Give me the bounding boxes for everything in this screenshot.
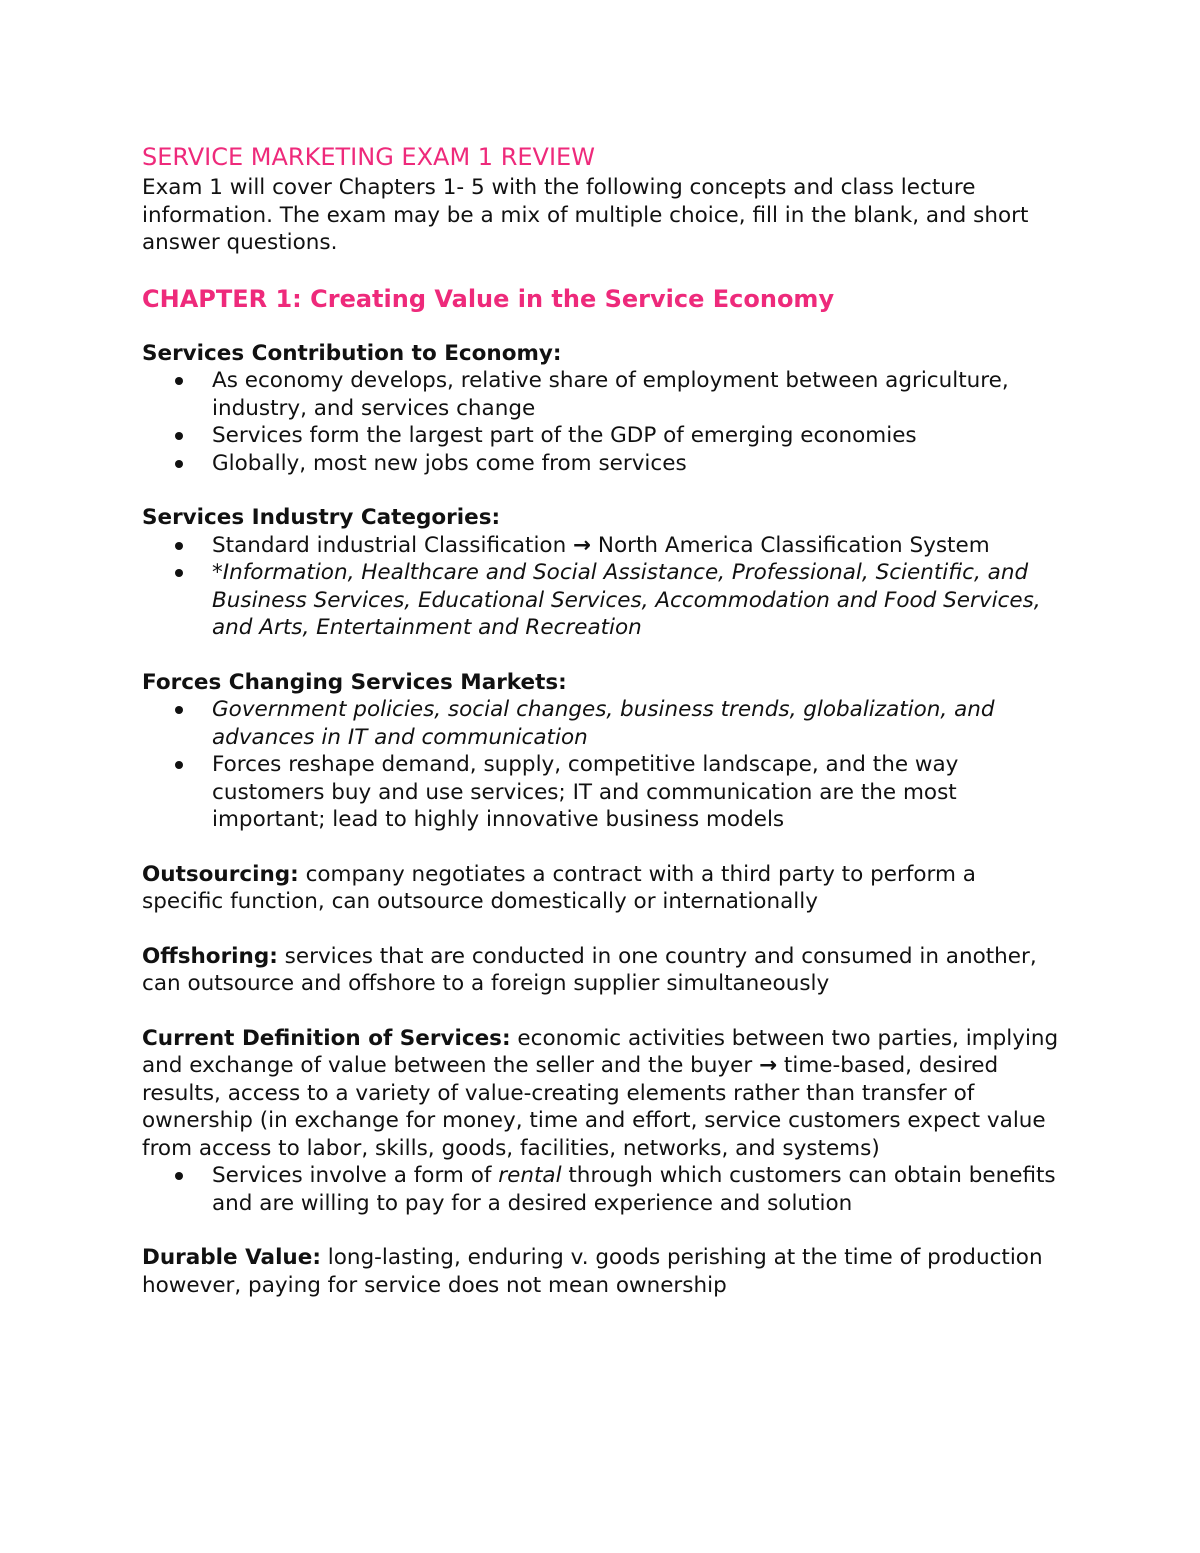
definition-paragraph: [142, 1244, 1062, 1299]
section-heading: Forces Changing Services Markets:: [142, 669, 567, 695]
list-item-text: Standard industrial Classification: [212, 532, 574, 558]
list-item-text: Services involve a form of: [212, 1163, 499, 1188]
list-item: [142, 559, 1062, 642]
intro-paragraph: Exam 1 will cover Chapters 1- 5 with the following concepts and class lecture information. The exam may be a mix of multiple choice, fill in the blank, and short answer questions.: [142, 175, 1029, 255]
document-page: [142, 140, 1062, 1299]
list-item: [142, 1162, 1062, 1217]
bullet-icon: [175, 569, 183, 577]
list-item-text: Government policies, social changes, business trends, globalization, and advances in IT and communication: [212, 697, 995, 750]
list-item: [142, 450, 1062, 478]
definition-paragraph: [142, 1025, 1062, 1163]
bullet-list: [142, 532, 1062, 642]
list-item-text: Services form the largest part of the GDP of emerging economies: [212, 423, 917, 448]
list-item-text: through which customers can obtain benefits and are willing to pay for a desired experience and solution: [212, 1163, 1056, 1216]
term-label: Current Definition of Services:: [142, 1025, 511, 1051]
bullet-list: [142, 367, 1062, 477]
section-forces-changing: [142, 669, 1062, 834]
section-outsourcing: [142, 861, 1062, 916]
section-durable-value: [142, 1244, 1062, 1299]
definition-paragraph: [142, 943, 1062, 998]
bullet-icon: [175, 706, 183, 714]
bullet-icon: [175, 432, 183, 440]
list-item-text: *Information, Healthcare and Social Assistance, Professional, Scientific, and Business Services, Educational Services, Accommodation and Food Services, and Arts, Entertainment and Recreation: [212, 560, 1041, 640]
definition-text: economic activities between two parties, implying and exchange of value between the seller and the buyer: [142, 1025, 1059, 1078]
definition-text: services that are conducted in one country and consumed in another, can outsource and offshore to a foreign supplier simultaneously: [142, 943, 1037, 996]
bullet-icon: [175, 1172, 183, 1180]
definition-text: long-lasting, enduring v. goods perishing at the time of production however, paying for service does not mean ownership: [142, 1245, 1043, 1298]
bullet-icon: [175, 761, 183, 769]
document-title: SERVICE MARKETING EXAM 1 REVIEW: [142, 143, 595, 171]
list-item-text: Globally, most new jobs come from services: [212, 450, 687, 476]
bullet-list: [142, 696, 1062, 834]
bullet-icon: [175, 542, 183, 550]
list-item: [142, 696, 1062, 751]
bullet-list: [142, 1162, 1062, 1217]
chapter-title: CHAPTER 1: Creating Value in the Service Economy: [142, 284, 835, 313]
list-item: [142, 367, 1062, 422]
section-industry-categories: [142, 504, 1062, 642]
arrow-right-icon: →: [759, 1053, 778, 1078]
section-heading: Services Industry Categories:: [142, 505, 501, 530]
term-label: Outsourcing:: [142, 861, 299, 887]
list-item-text: As economy develops, relative share of employment between agriculture, industry, and services change: [212, 368, 1009, 421]
list-item: [142, 422, 1062, 450]
section-heading: Services Contribution to Economy:: [142, 340, 562, 366]
definition-paragraph: [142, 861, 1062, 916]
bullet-icon: [175, 377, 183, 385]
bullet-icon: [175, 460, 183, 468]
definition-text: time-based, desired results, access to a variety of value-creating elements rather than transfer of ownership (in exchange for money, time and effort, service customers expect value from access to labor, skills, goods, facilities, networks, and systems): [142, 1053, 1046, 1161]
term-label: Offshoring:: [142, 943, 278, 969]
list-item: [142, 532, 1062, 560]
list-item-text: Forces reshape demand, supply, competitive landscape, and the way customers buy and use services; IT and communication are the most important; lead to highly innovative business models: [212, 752, 959, 832]
section-services-contribution: [142, 340, 1062, 478]
term-label: Durable Value:: [142, 1245, 321, 1270]
section-current-definition: [142, 1025, 1062, 1218]
list-item: [142, 751, 1062, 834]
section-offshoring: [142, 943, 1062, 998]
list-item-text: North America Classification System: [591, 532, 990, 558]
arrow-right-icon: →: [573, 532, 592, 558]
definition-text: company negotiates a contract with a third party to perform a specific function, can outsource domestically or internationally: [142, 861, 976, 914]
emphasis-text: rental: [498, 1163, 562, 1188]
